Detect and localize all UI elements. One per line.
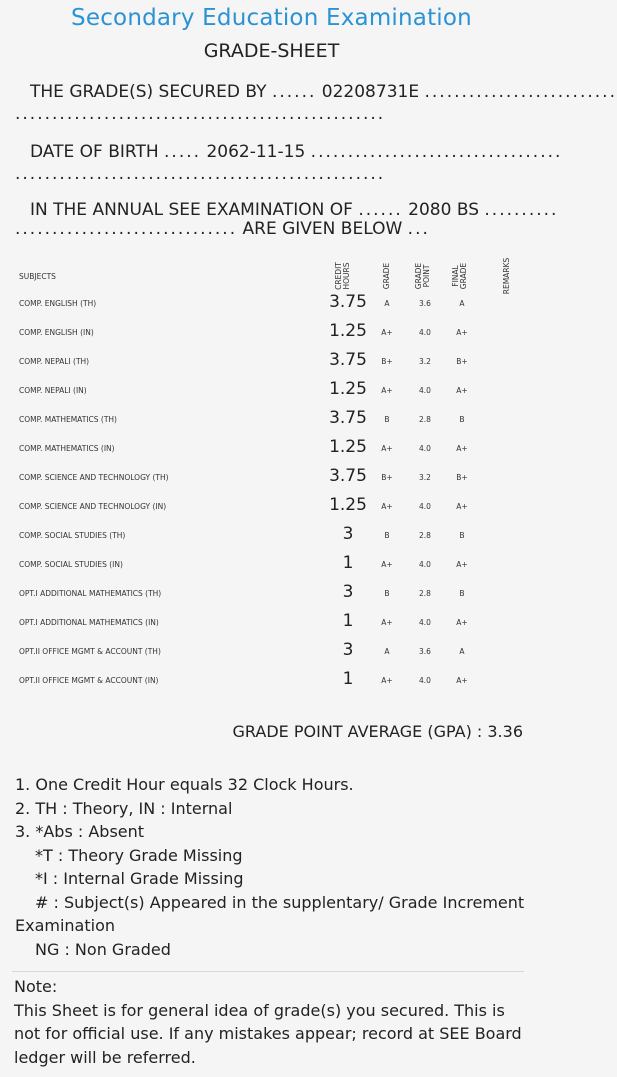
gpa-label: GRADE POINT AVERAGE (GPA) : [232, 722, 483, 741]
grade: A [384, 647, 390, 656]
note-item: 1. One Credit Hour equals 32 Clock Hours. [15, 775, 354, 794]
header-credit-hours: CREDIT HOURS [334, 262, 351, 290]
credit-hours: 1 [342, 669, 354, 689]
header-grade-point: GRADE POINT [414, 262, 431, 290]
divider [12, 971, 524, 972]
subject-name: OPT.I ADDITIONAL MATHEMATICS (IN) [19, 618, 159, 627]
given-below-text: ARE GIVEN BELOW [242, 219, 403, 239]
credit-hours: 3 [342, 640, 354, 660]
grade-point: 4.0 [419, 444, 431, 453]
grade: A+ [381, 444, 393, 453]
grade-point: 4.0 [419, 328, 431, 337]
subject-name: COMP. SCIENCE AND TECHNOLOGY (IN) [19, 502, 167, 511]
dob-line [30, 142, 563, 162]
grade-point: 2.8 [419, 531, 431, 540]
dots: ... [407, 219, 430, 239]
final-grade: A+ [456, 444, 468, 453]
subject-name: OPT.II OFFICE MGMT & ACCOUNT (TH) [19, 647, 161, 656]
dots: .......................... [424, 82, 617, 102]
dots: ...... [271, 82, 317, 102]
grade-point: 4.0 [419, 560, 431, 569]
grade-point: 4.0 [419, 502, 431, 511]
table-row [0, 552, 543, 581]
grade-point: 4.0 [419, 676, 431, 685]
subject-name: COMP. MATHEMATICS (IN) [19, 444, 115, 453]
grade-point: 3.6 [419, 647, 431, 656]
final-grade: A+ [456, 560, 468, 569]
grade: A+ [381, 328, 393, 337]
final-grade: A+ [456, 676, 468, 685]
exam-title: Secondary Education Examination [71, 5, 472, 31]
subject-name: COMP. SOCIAL STUDIES (IN) [19, 560, 123, 569]
grade: A [384, 299, 390, 308]
table-row [0, 378, 543, 407]
disclaimer-text: This Sheet is for general idea of grade(s) you secured. This is not for official use. If any mistakes appear; record at SEE Board ledger will be referred. [14, 1000, 522, 1067]
final-grade: A [459, 647, 465, 656]
table-row [0, 349, 543, 378]
dots-line: .................................................. [15, 104, 386, 124]
grade-point: 4.0 [419, 618, 431, 627]
final-grade: B+ [456, 473, 468, 482]
grade: B [384, 589, 390, 598]
subject-name: OPT.I ADDITIONAL MATHEMATICS (TH) [19, 589, 162, 598]
final-grade: B [459, 415, 465, 424]
credit-hours: 3 [342, 524, 354, 544]
subject-name: COMP. ENGLISH (TH) [19, 299, 97, 308]
grade: B+ [381, 473, 393, 482]
header-remarks: REMARKS [502, 257, 511, 295]
dob-value: 2062-11-15 [206, 142, 306, 162]
dots: .................................. [310, 142, 563, 162]
dob-label: DATE OF BIRTH [30, 142, 159, 162]
gpa-line [233, 722, 523, 741]
grade-point: 3.6 [419, 299, 431, 308]
grade-point: 2.8 [419, 589, 431, 598]
grade-point: 3.2 [419, 357, 431, 366]
exam-year: 2080 BS [408, 200, 479, 220]
symbol-number: 02208731E [321, 82, 420, 102]
final-grade: A+ [456, 618, 468, 627]
credit-hours: 3.75 [329, 350, 367, 370]
gpa-value: 3.36 [487, 722, 523, 741]
grade: A+ [381, 676, 393, 685]
table-row [0, 291, 543, 320]
note-item: Examination [15, 916, 116, 935]
given-below-line [15, 219, 530, 239]
disclaimer-label: Note: [14, 977, 58, 996]
grade: A+ [381, 386, 393, 395]
note-item: *I : Internal Grade Missing [35, 869, 244, 888]
grade: B+ [381, 357, 393, 366]
table-row [0, 436, 543, 465]
legend-notes [15, 773, 525, 961]
secured-by-label: THE GRADE(S) SECURED BY [30, 82, 267, 102]
grade: A+ [381, 502, 393, 511]
credit-hours: 3.75 [329, 408, 367, 428]
secured-by-line [30, 82, 617, 102]
table-row [0, 465, 543, 494]
header-grade: GRADE [382, 262, 391, 290]
final-grade: B [459, 589, 465, 598]
credit-hours: 1.25 [329, 437, 367, 457]
grade-point: 2.8 [419, 415, 431, 424]
table-row [0, 407, 543, 436]
grade: B [384, 531, 390, 540]
table-row [0, 639, 543, 668]
grade: A+ [381, 560, 393, 569]
dots: ..... [164, 142, 202, 162]
credit-hours: 1.25 [329, 321, 367, 341]
disclaimer [14, 975, 529, 1069]
subject-name: COMP. NEPALI (TH) [19, 357, 90, 366]
dots-line: .................................................. [15, 164, 386, 184]
final-grade: A+ [456, 328, 468, 337]
subject-name: OPT.II OFFICE MGMT & ACCOUNT (IN) [19, 676, 159, 685]
exam-line [30, 200, 559, 220]
note-item: # : Subject(s) Appeared in the supplentary/ Grade Increment [35, 892, 525, 912]
subject-name: COMP. SCIENCE AND TECHNOLOGY (TH) [19, 473, 169, 482]
subject-name: COMP. ENGLISH (IN) [19, 328, 94, 337]
final-grade: A [459, 299, 465, 308]
credit-hours: 1 [342, 611, 354, 631]
final-grade: B [459, 531, 465, 540]
exam-label: IN THE ANNUAL SEE EXAMINATION OF [30, 200, 353, 220]
note-item: NG : Non Graded [35, 939, 171, 959]
grade: A+ [381, 618, 393, 627]
final-grade: A+ [456, 502, 468, 511]
subject-name: COMP. SOCIAL STUDIES (TH) [19, 531, 126, 540]
grade: B [384, 415, 390, 424]
note-item: 3. *Abs : Absent [15, 822, 145, 841]
table-row [0, 494, 543, 523]
grade-point: 4.0 [419, 386, 431, 395]
final-grade: A+ [456, 386, 468, 395]
table-row [0, 320, 543, 349]
credit-hours: 3.75 [329, 466, 367, 486]
dots: ...... [358, 200, 403, 220]
note-item: *T : Theory Grade Missing [35, 845, 243, 865]
subject-name: COMP. MATHEMATICS (TH) [19, 415, 117, 424]
table-row [0, 610, 543, 639]
credit-hours: 1.25 [329, 379, 367, 399]
credit-hours: 1.25 [329, 495, 367, 515]
note-item: 2. TH : Theory, IN : Internal [15, 798, 233, 818]
subject-name: COMP. NEPALI (IN) [19, 386, 87, 395]
table-row [0, 581, 543, 610]
dots: .......... [484, 200, 559, 220]
header-final-grade: FINAL GRADE [451, 262, 468, 290]
sheet-title: GRADE-SHEET [203, 40, 340, 62]
credit-hours: 3 [342, 582, 354, 602]
table-row [0, 523, 543, 552]
table-row [0, 668, 543, 697]
dots: .............................. [15, 219, 238, 239]
final-grade: B+ [456, 357, 468, 366]
credit-hours: 3.75 [329, 292, 367, 312]
grade-point: 3.2 [419, 473, 431, 482]
header-subjects: SUBJECTS [19, 272, 56, 281]
credit-hours: 1 [342, 553, 354, 573]
